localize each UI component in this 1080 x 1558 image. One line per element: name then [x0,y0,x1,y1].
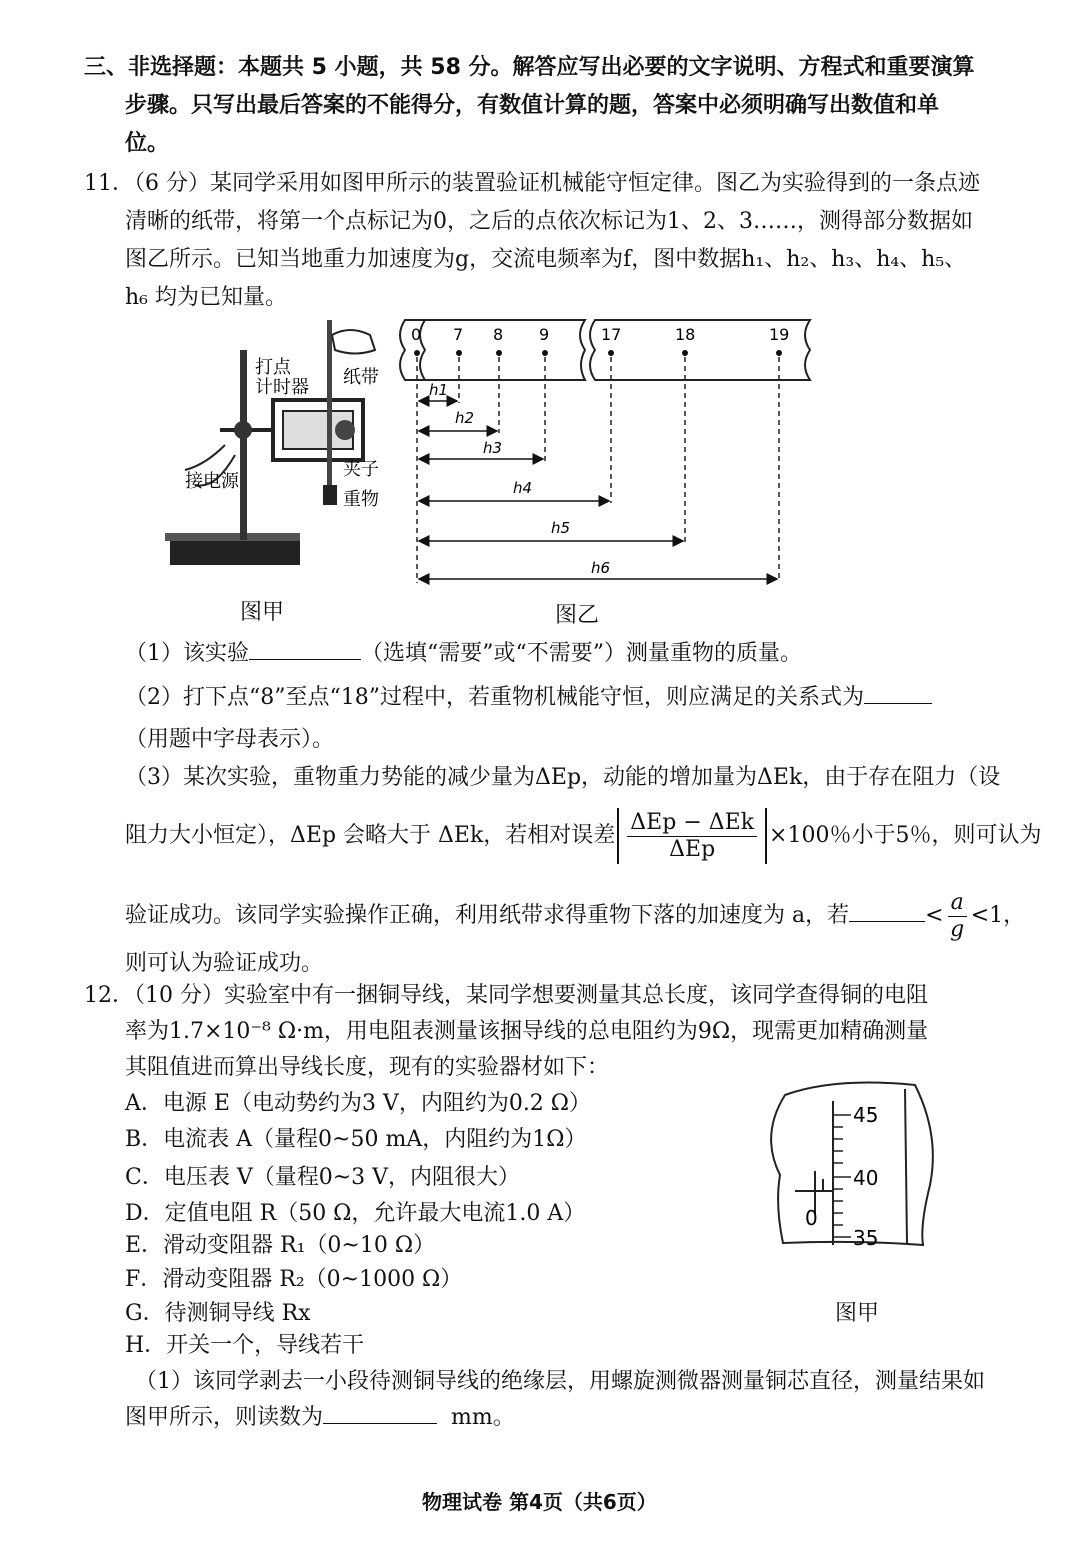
equipment-item: F．滑动变阻器 R₂（0~1000 Ω） [125,1267,463,1292]
distance-label: h4 [513,479,533,497]
figure-apparatus [165,315,400,585]
q11-part-1-suffix: （选填“需要”或“不需要”）测量重物的质量。 [361,641,802,666]
apparatus-base [170,537,300,565]
apparatus-stand-rod [240,350,247,540]
point-label: 17 [601,325,622,344]
q11-part-2-note: （用题中字母表示）。 [125,727,335,752]
point-label: 7 [453,325,464,344]
label-clip: 夹子 [343,459,379,480]
dot-9 [542,350,548,356]
q11-part-3-line-4: 则可认为验证成功。 [125,951,324,976]
equipment-item: C．电压表 V（量程0~3 V，内阻很大） [125,1165,521,1190]
relative-error-expression [617,808,767,864]
equipment-item: H．开关一个，导线若干 [125,1333,365,1358]
q11-part-2 [125,682,932,714]
q11-part-3-line-2 [125,808,1041,864]
q11-part-3-line-2-prefix: 阻力大小恒定），ΔEp 会略大于 ΔEk，若相对误差 [125,823,616,848]
point-label: 19 [769,325,790,344]
main-scale-label: 0 [805,1206,818,1230]
distance-label: h1 [429,381,449,399]
equipment-item: A．电源 E（电动势约为3 V，内阻约为0.2 Ω） [125,1091,592,1116]
dot-7 [456,350,462,356]
q11-part-1 [125,638,802,670]
point-label: 18 [675,325,696,344]
answer-blank-3[interactable] [849,921,925,922]
q11-line-4: h₆ 均为已知量。 [125,285,287,310]
q11-part-3-line-3 [125,888,1025,944]
answer-blank-4[interactable] [323,1423,437,1424]
q11-part-2-text: （2）打下点“8”至点“18”过程中，若重物机械能守恒，则应满足的关系式为 [125,685,864,710]
q12-part-1-prefix: 图甲所示，则读数为 [125,1405,324,1430]
dot-0 [414,350,420,356]
figure-b-caption: 图乙 [555,603,600,628]
q11-part-1-prefix: （1）该实验 [125,641,249,666]
dot-19 [776,350,782,356]
hand-icon [332,330,375,354]
distance-label: h3 [483,439,503,457]
weight-block [323,485,337,505]
point-label: 9 [539,325,550,344]
distance-label: h6 [591,559,611,577]
label-tape: 纸带 [343,367,379,388]
q11-part-3-line-3-suffix: <1， [970,903,1026,928]
equipment-item: E．滑动变阻器 R₁（0~10 Ω） [125,1233,436,1258]
point-label: 0 [411,325,422,344]
dot-8 [496,350,502,356]
section-header-line-3: 位。 [125,131,170,156]
figure-micrometer [755,1075,945,1255]
q11-line-1: 11．（6 分）某同学采用如图甲所示的装置验证机械能守恒定律。图乙为实验得到的一条点迹 [84,171,980,196]
q11-part-3-line-3-prefix: 验证成功。该同学实验操作正确，利用纸带求得重物下落的加速度为 a，若 [125,903,850,928]
section-header-line-2: 步骤。只写出最后答案的不能得分，有数值计算的题，答案中必须明确写出数值和单 [125,93,940,118]
q11-line-3: 图乙所示。已知当地重力加速度为g，交流电频率为f，图中数据h₁、h₂、h₃、h₄、h₅、 [125,247,967,272]
dot-18 [682,350,688,356]
q12-line-2: 率为1.7×10⁻⁸ Ω·m，用电阻表测量该捆导线的总电阻约为9Ω，现需更加精确测量 [125,1019,929,1044]
q11-line-2: 清晰的纸带，将第一个点标记为0，之后的点依次标记为1、2、3……，测得部分数据如 [125,209,973,234]
q12-part-1-line-1: （1）该同学剥去一小段待测铜导线的绝缘层，用螺旋测微器测量铜芯直径，测量结果如 [135,1369,985,1394]
ratio-denominator: g [950,916,965,942]
q12-line-3: 其阻值进而算出导线长度，现有的实验器材如下： [125,1055,610,1080]
ratio-numerator: a [948,890,967,917]
micrometer-caption: 图甲 [835,1301,880,1326]
scale-tick-label: 45 [853,1103,879,1127]
label-timer-2: 计时器 [255,377,309,398]
relative-error-numerator: ΔEp − ΔEk [627,810,757,837]
relative-error-denominator: ΔEp [669,836,716,862]
scale-tick-label: 40 [853,1166,879,1190]
figure-a-caption: 图甲 [240,600,285,625]
less-than-sign: < [925,903,944,928]
equipment-item: B．电流表 A（量程0~50 mA，内阻约为1Ω） [125,1127,587,1152]
label-power: 接电源 [185,471,239,492]
scale-tick-label: 35 [853,1226,879,1250]
q11-part-3-line-1: （3）某次实验，重物重力势能的减少量为ΔEp，动能的增加量为ΔEk，由于存在阻力（设 [125,765,1001,790]
label-timer: 打点 [255,357,291,378]
q12-line-1: 12．（10 分）实验室中有一捆铜导线，某同学想要测量其总长度，该同学查得铜的电阻 [84,983,928,1008]
page-footer: 物理试卷 第4页（共6页） [422,1490,657,1514]
label-weight: 重物 [343,489,379,510]
distance-label: h2 [455,409,475,427]
q12-part-1-unit: mm。 [451,1405,515,1430]
dot-17 [608,350,614,356]
answer-blank-2[interactable] [864,703,932,704]
distance-label: h5 [551,519,571,537]
equipment-item: D．定值电阻 R（50 Ω，允许最大电流1.0 A） [125,1201,586,1226]
paper-tape [327,320,332,490]
micrometer-outline [771,1083,933,1245]
answer-blank-1[interactable] [249,659,361,660]
equipment-item: G．待测铜导线 Rx [125,1301,311,1326]
point-label: 8 [493,325,504,344]
figure-tape [395,315,825,590]
q12-part-1-line-2 [125,1402,515,1434]
q11-part-3-line-2-suffix: ×100％小于5％，则可认为 [769,823,1042,848]
section-header-line-1: 三、非选择题：本题共 5 小题，共 58 分。解答应写出必要的文字说明、方程式和重要演算 [84,55,975,80]
